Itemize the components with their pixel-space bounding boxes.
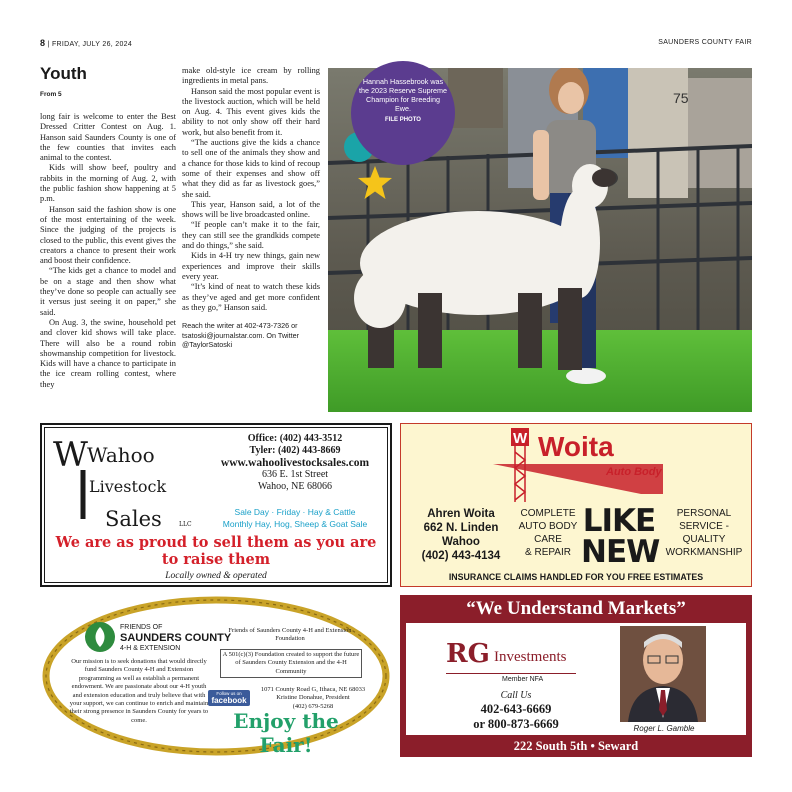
paragraph: Hanson said the fashion show is one of the most entertaining of the week. Since the judging of the projects is closed to the public, this event gives the creators a chance to present their work and boost their confidence. (40, 204, 176, 266)
friends-enjoy: Enjoy the Fair! (233, 709, 339, 757)
rg-person: Roger L. Gamble (633, 724, 695, 733)
woita-sub: Auto Body (606, 466, 662, 478)
article-column-1 (40, 112, 176, 390)
photo-caption-bubble (351, 61, 455, 165)
rg-title: “We Understand Markets” (466, 598, 686, 619)
rg-member: Member NFA (502, 676, 544, 683)
wahoo-contact (205, 433, 385, 493)
paragraph: This year, Hanson said, a lot of the shows will be live broadcasted online. (182, 199, 320, 220)
paragraph: Hanson said the most popular event is the livestock auction, which will be held on Aug. 4. This event gives kids the ability to not only show off their hard work, but also benefit from it. (182, 86, 320, 137)
office-phone: Office: (402) 443-3512 (247, 433, 343, 444)
jump-from: From 5 (40, 91, 62, 98)
rg-phones: 402-643-6669 or 800-873-6669 (473, 702, 559, 731)
rg-logo-mark: RG (446, 639, 490, 669)
wahoo-city: Wahoo, NE 68066 (258, 481, 332, 492)
svg-text:Livestock: Livestock (89, 477, 167, 496)
rg-address: 222 South 5th • Seward (513, 739, 639, 753)
tyler-phone: Tyler: (402) 443-8669 (249, 445, 341, 456)
paragraph: “If people can’t make it to the fair, they can still see the grandkids compete and do things,” she said. (182, 220, 320, 251)
friends-org-name: SAUNDERS COUNTY (120, 632, 232, 644)
ad-woita-auto-body (400, 423, 752, 587)
friends-nonprofit: A 501(c)(3) Foundation created to support the future of Saunders County Extension and the 4-H Community (220, 649, 362, 678)
friends-org-top: FRIENDS OF (120, 624, 163, 631)
ad-wahoo-livestock (40, 423, 392, 587)
rg-call: Call Us (500, 690, 532, 701)
page-header: 8 | FRIDAY, JULY 26, 2024 SAUNDERS COUNTY FAIR (40, 38, 752, 48)
roger-portrait (620, 626, 706, 722)
friends-org-sub: 4-H & EXTENSION (120, 645, 181, 652)
rg-logo-name: Investments (494, 649, 567, 665)
svg-text:W: W (53, 435, 88, 475)
pen-number: 75 (673, 90, 689, 106)
paragraph: long fair is welcome to enter the Best Dressed Critter Contest on Aug. 1. Hanson said Saunders County is one of the few counties that invites each animal to the contest. (40, 112, 176, 163)
woita-like-new: LIKE NEW (581, 503, 660, 570)
woita-address: Ahren Woita 662 N. Linden Wahoo (402) 443-4134 (421, 508, 501, 562)
page-number: 8 (40, 38, 46, 48)
paragraph: make old-style ice cream by rolling ingredients in metal pans. (182, 66, 320, 86)
paragraph: “The auctions give the kids a chance to sell one of the animals they show and a chance for those kids to kind of recoup some of their expenses and show off what they did as far as livestock goes,” she said. (182, 138, 320, 199)
issue-date: FRIDAY, JULY 26, 2024 (51, 41, 133, 48)
wahoo-sale-schedule: Sale Day · Friday · Hay & Cattle Monthly Hay, Hog, Sheep & Goat Sale (222, 507, 368, 529)
section-name: SAUNDERS COUNTY FAIR (658, 39, 752, 46)
friends-follow: Follow us on (216, 691, 242, 696)
ad-rg-investments (400, 595, 752, 757)
svg-text:Wahoo: Wahoo (87, 443, 155, 467)
friends-contact: 1071 County Road G, Ithaca, NE 68033 Kristine Donahue, President (402) 679-5268 (260, 686, 366, 710)
wahoo-website[interactable]: www.wahoolivestocksales.com (220, 457, 370, 469)
wahoo-street: 636 E. 1st Street (261, 469, 329, 480)
article-headline: Youth (40, 64, 87, 83)
woita-services-right: PERSONAL SERVICE - QUALITY WORKMANSHIP (665, 508, 743, 558)
paragraph: “The kids get a chance to model and be on a stage and then show what they’ve done so people can actually see it versus just seeing it on paper,” she said. (40, 266, 176, 317)
ad-friends-of-saunders (40, 595, 392, 757)
paragraph: Kids will show beef, poultry and rabbits in the morning of Aug. 2, with the public fashion show happening at 5 p.m. (40, 163, 176, 204)
rg-panel (406, 623, 746, 735)
friends-foundation: Friends of Saunders County 4-H and Extension Foundation (228, 627, 352, 643)
paragraph: Kids in 4-H try new things, gain new experiences and improve their skills every year. (182, 251, 320, 281)
paragraph: On Aug. 3, the swine, household pet and clover kid shows will take place. There will also be a round robin showmanship competition for livestock. Kids will have a chance to participate in the ice cream rolling contest, where they (40, 317, 176, 389)
svg-text:LLC: LLC (179, 521, 192, 528)
wahoo-logo-mark (53, 434, 203, 534)
woita-claims: INSURANCE CLAIMS HANDLED FOR YOU FREE ESTIMATES (448, 572, 704, 582)
star-icon (357, 165, 393, 201)
article-column-2 (182, 66, 320, 350)
wahoo-tagline: Locally owned & operated (165, 571, 267, 581)
friends-mission: Our mission is to seek donations that would directly fund Saunders County 4-H and Extension programming as well as establish a permanent endowment. We are passionate about our 4-H youth and extension education and truly believe that with your support, we can continue to enrich and maintain their strong presence in Saunders County for years to come. (69, 658, 209, 724)
photo-caption: Hannah Hassebrook was the 2023 Reserve Supreme Champion for Breeding Ewe. (359, 77, 447, 113)
woita-name: Woita (538, 431, 614, 462)
writer-contact: Reach the writer at 402-473-7326 or tsatoski@journalstar.com. On Twitter @TaylorSatoski (182, 321, 300, 350)
svg-text:Sales: Sales (105, 507, 162, 531)
svg-text:W: W (513, 430, 528, 447)
wahoo-logo (53, 434, 203, 538)
facebook-link[interactable]: facebook (211, 696, 247, 705)
paragraph: “It’s kind of neat to watch these kids as they’ve aged and get more confident as they go,” Hanson said. (182, 282, 320, 312)
woita-services-left: COMPLETE AUTO BODY CARE & REPAIR (518, 508, 578, 558)
photo-credit: FILE PHOTO (385, 117, 421, 123)
wahoo-slogan: We are as proud to sell them as you are to raise them (55, 534, 377, 568)
